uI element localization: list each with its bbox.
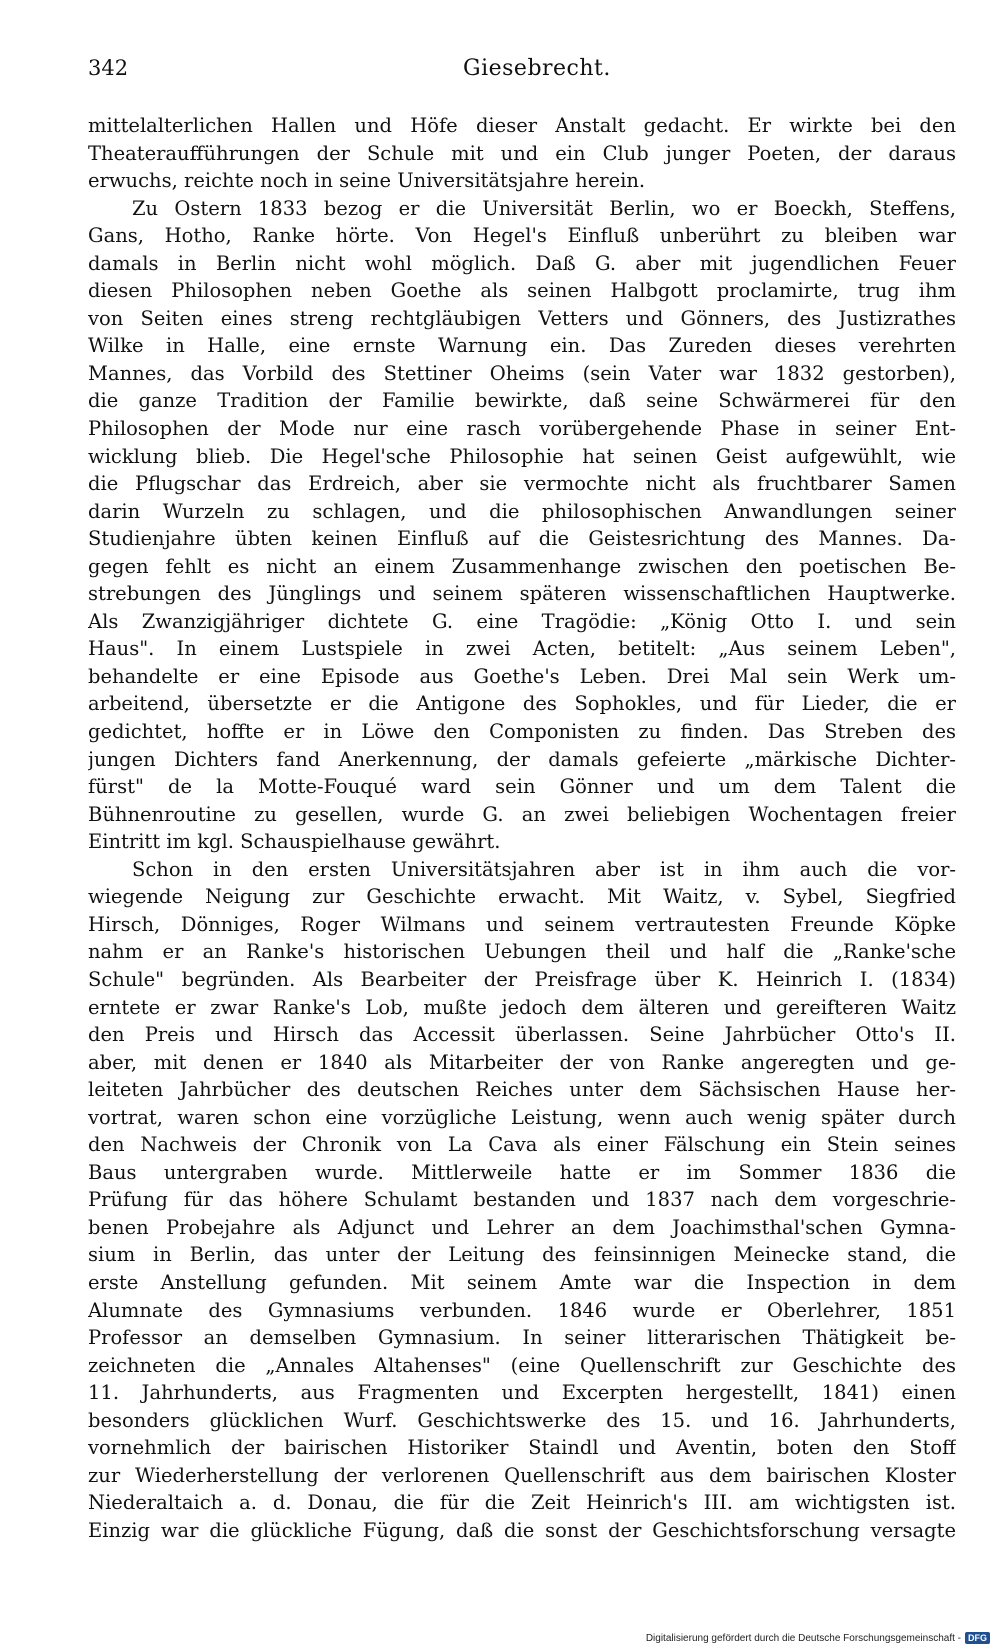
text-line: wicklung blieb. Die Hegel'sche Philosophie hat seinen Geist aufgewühlt, wie	[88, 444, 956, 468]
text-line: den Nachweis der Chronik von La Cava als einer Fälschung ein Stein seines	[88, 1133, 956, 1157]
text-line: Eintritt im kgl. Schauspielhause gewährt.	[88, 830, 501, 854]
text-line: die ganze Tradition der Familie bewirkte, daß seine Schwärmerei für den	[88, 389, 956, 413]
text-line: Hirsch, Dönniges, Roger Wilmans und seinem vertrautesten Freunde Köpke	[88, 912, 956, 936]
text-line: arbeitend, übersetzte er die Antigone des Sophokles, und für Lieder, die er	[88, 692, 956, 716]
text-line: gedichtet, hoffte er in Löwe den Componisten zu finden. Das Streben des	[88, 720, 956, 744]
text-line: aber, mit denen er 1840 als Mitarbeiter der von Ranke angeregten und ge-	[88, 1050, 956, 1074]
dfg-logo: DFG	[965, 1632, 990, 1644]
text-line: strebungen des Jünglings und seinem späteren wissenschaftlichen Hauptwerke.	[88, 582, 956, 606]
text-line: diesen Philosophen neben Goethe als seinen Halbgott proclamirte, trug ihm	[88, 279, 956, 303]
page-number: 342	[88, 56, 129, 80]
text-line: 11. Jahrhunderts, aus Fragmenten und Excerpten hergestellt, 1841) einen	[88, 1381, 956, 1405]
text-line: zeichneten die „Annales Altahenses" (eine Quellenschrift zur Geschichte des	[88, 1353, 956, 1377]
text-line: leiteten Jahrbücher des deutschen Reiches unter dem Sächsischen Hause her-	[88, 1078, 956, 1102]
text-line: Niederaltaich a. d. Donau, die für die Zeit Heinrich's III. am wichtigsten ist.	[88, 1491, 956, 1515]
text-line: die Pflugschar das Erdreich, aber sie vermochte nicht als fruchtbarer Samen	[88, 472, 956, 496]
body-text	[88, 112, 956, 1544]
text-line: Professor an demselben Gymnasium. In seiner litterarischen Thätigkeit be-	[88, 1326, 956, 1350]
text-line: zur Wiederherstellung der verlorenen Quellenschrift aus dem bairischen Kloster	[88, 1463, 956, 1487]
text-line: Schule" begründen. Als Bearbeiter der Preisfrage über K. Heinrich I. (1834)	[88, 967, 956, 991]
text-line: Baus untergraben wurde. Mittlerweile hatte er im Sommer 1836 die	[88, 1160, 956, 1184]
text-line: von Seiten eines streng rechtgläubigen Vetters und Gönners, des Justizrathes	[88, 306, 956, 330]
text-line: nahm er an Ranke's historischen Uebungen theil und half die „Ranke'sche	[88, 940, 956, 964]
text-line: mittelalterlichen Hallen und Höfe dieser Anstalt gedacht. Er wirkte bei den	[88, 114, 956, 137]
text-line: Zu Ostern 1833 bezog er die Universität Berlin, wo er Boeckh, Steffens,	[132, 196, 956, 220]
text-line: vortrat, waren schon eine vorzügliche Leistung, wenn auch wenig später durch	[88, 1105, 956, 1129]
digitization-credit	[646, 1632, 990, 1644]
text-line: Theateraufführungen der Schule mit und ein Club junger Poeten, der daraus	[88, 141, 956, 165]
text-line: Schon in den ersten Universitätsjahren aber ist in ihm auch die vor-	[132, 857, 956, 881]
text-line: wiegende Neigung zur Geschichte erwacht. Mit Waitz, v. Sybel, Siegfried	[88, 885, 956, 909]
text-line: darin Wurzeln zu schlagen, und die philosophischen Anwandlungen seiner	[88, 499, 956, 523]
credit-text: Digitalisierung gefördert durch die Deutsche Forschungsgemeinschaft -	[645, 1632, 961, 1644]
text-line: erste Anstellung gefunden. Mit seinem Amte war die Inspection in dem	[88, 1270, 956, 1294]
text-line: Philosophen der Mode nur eine rasch vorübergehende Phase in seiner Ent-	[88, 417, 956, 441]
text-line: Prüfung für das höhere Schulamt bestanden und 1837 nach dem vorgeschrie-	[88, 1188, 956, 1212]
text-line: Haus". In einem Lustspiele in zwei Acten, betitelt: „Aus seinem Leben",	[88, 637, 956, 661]
text-line: fürst" de la Motte-Fouqué ward sein Gönner und um dem Talent die	[88, 775, 956, 799]
text-line: Wilke in Halle, eine ernste Warnung ein. Das Zureden dieses verehrten	[88, 334, 956, 358]
text-line: Studienjahre übten keinen Einfluß auf die Geistesrichtung des Mannes. Da-	[88, 527, 956, 551]
text-line: behandelte er eine Episode aus Goethe's Leben. Drei Mal sein Werk um-	[88, 664, 956, 688]
text-line: vornehmlich der bairischen Historiker Staindl und Aventin, boten den Stoff	[88, 1436, 956, 1460]
text-line: Als Zwanzigjähriger dichtete G. eine Tragödie: „König Otto I. und sein	[88, 609, 956, 633]
text-line: den Preis und Hirsch das Accessit überlassen. Seine Jahrbücher Otto's II.	[88, 1023, 956, 1047]
running-head: Giesebrecht.	[463, 56, 611, 81]
text-line: erntete er zwar Ranke's Lob, mußte jedoch dem älteren und gereifteren Waitz	[88, 995, 956, 1019]
text-line: gegen fehlt es nicht an einem Zusammenhange zwischen den poetischen Be-	[88, 554, 956, 578]
text-line: sium in Berlin, das unter der Leitung des feinsinnigen Meinecke stand, die	[88, 1243, 956, 1267]
text-line: erwuchs, reichte noch in seine Universitätsjahre herein.	[88, 169, 646, 193]
text-line: Gans, Hotho, Ranke hörte. Von Hegel's Einfluß unberührt zu bleiben war	[88, 224, 956, 248]
page-header	[88, 56, 958, 92]
text-line: benen Probejahre als Adjunct und Lehrer an dem Joachimsthal'schen Gymna-	[88, 1215, 956, 1239]
text-line: jungen Dichters fand Anerkennung, der damals gefeierte „märkische Dichter-	[88, 747, 956, 771]
text-line: besonders glücklichen Wurf. Geschichtswerke des 15. und 16. Jahrhunderts,	[88, 1408, 956, 1432]
text-line: Mannes, das Vorbild des Stettiner Oheims (sein Vater war 1832 gestorben),	[88, 361, 956, 385]
text-line: Einzig war die glückliche Fügung, daß die sonst der Geschichtsforschung versagte	[88, 1518, 956, 1542]
text-line: Bühnenroutine zu gesellen, wurde G. an zwei beliebigen Wochentagen freier	[88, 802, 956, 826]
text-line: Alumnate des Gymnasiums verbunden. 1846 wurde er Oberlehrer, 1851	[88, 1298, 956, 1322]
text-line: damals in Berlin nicht wohl möglich. Daß G. aber mit jugendlichen Feuer	[88, 251, 956, 275]
